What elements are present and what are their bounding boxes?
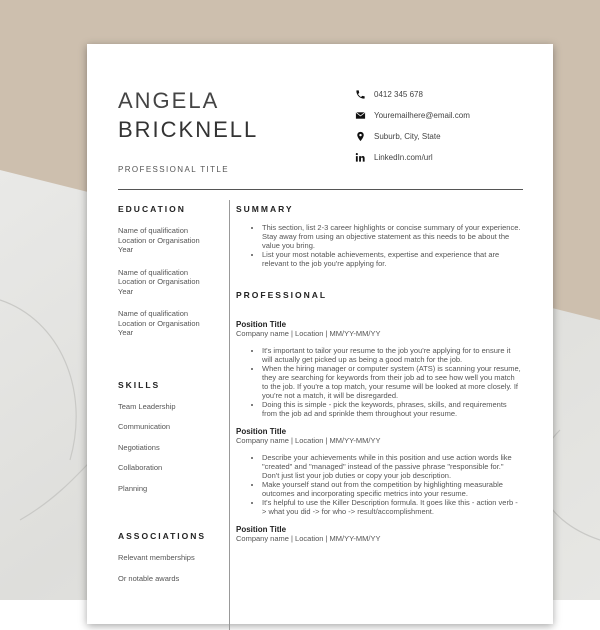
organisation: Location or Organisation: [118, 318, 200, 328]
location-pin-icon: [355, 131, 366, 142]
qualification: Name of qualification: [118, 309, 189, 318]
summary-heading: SUMMARY: [236, 204, 294, 214]
email-text: Youremailhere@email.com: [374, 111, 470, 120]
year: Year: [118, 286, 134, 296]
contact-linkedin: [355, 147, 470, 168]
summary-bullet: • List your most notable achievements, expertise and experience that are relevant to the job you're applying for.: [262, 250, 521, 268]
skill-item: Communication: [118, 422, 171, 431]
position-title: Position Title: [236, 427, 287, 436]
education-item: [118, 268, 223, 297]
position-entry: [236, 320, 521, 418]
contact-phone: [355, 84, 470, 105]
education-heading: EDUCATION: [118, 204, 186, 214]
position-title: Position Title: [236, 525, 287, 534]
summary-list: [236, 223, 521, 268]
position-bullet: • Doing this is simple - pick the keywords, phrases, skills, and requirements from the job ad and sprinkle them throughout your resume.: [262, 400, 521, 418]
year: Year: [118, 328, 134, 337]
qualification: Name of qualification: [118, 267, 189, 277]
linkedin-text: LinkedIn.com/url: [374, 153, 433, 162]
position-bullet: • Describe your achievements while in this position and use action words like "created" and "managed" instead of the passive phrase "responsible for." Don't just list your job duties or copy your job description.: [262, 453, 521, 480]
position-entry: [236, 525, 521, 543]
skill-item: Negotiations: [118, 442, 160, 452]
position-subtitle: Company name | Location | MM/YY-MM/YY: [236, 436, 381, 445]
organisation: Location or Organisation: [118, 235, 200, 245]
skill-item: Planning: [118, 483, 148, 493]
position-entry: [236, 427, 521, 516]
summary-bullet: • This section, list 2-3 career highlights or concise summary of your experience. Stay away from using an objective statement as this needs to be about the value you bring.: [262, 223, 521, 250]
professional-title: PROFESSIONAL TITLE: [118, 165, 230, 174]
education-item: [118, 226, 223, 255]
linkedin-icon: [355, 152, 366, 163]
position-bullet: • It's helpful to use the Killer Description formula. It goes like this - action verb -> what you did -> for who -> result/accomplishment.: [262, 498, 521, 516]
position-bullets: [236, 346, 521, 418]
contact-address: [355, 126, 470, 147]
organisation: Location or Organisation: [118, 277, 200, 286]
qualification: Name of qualification: [118, 226, 189, 235]
position-title: Position Title: [236, 320, 287, 329]
year: Year: [118, 245, 134, 254]
right-column: [236, 204, 521, 543]
skills-heading: SKILLS: [118, 379, 161, 390]
column-divider: [229, 200, 230, 630]
header-divider: [118, 189, 523, 190]
phone-icon: [355, 89, 366, 100]
address-text: Suburb, City, State: [374, 132, 441, 141]
position-bullets: [236, 453, 521, 516]
position-bullet: • It's important to tailor your resume to the job you're applying for to ensure it will actually get picked up as being a good match for the job.: [262, 346, 521, 364]
education-item: [118, 309, 223, 338]
mail-icon: [355, 110, 366, 121]
left-column: [118, 204, 223, 583]
association-item: Relevant memberships: [118, 553, 195, 562]
associations-heading: ASSOCIATIONS: [118, 531, 207, 541]
association-item: Or notable awards: [118, 573, 180, 583]
contact-email: [355, 105, 470, 126]
skill-item: Team Leadership: [118, 401, 176, 411]
last-name: BRICKNELL: [118, 117, 259, 142]
position-bullet: • Make yourself stand out from the competition by highlighting measurable outcomes and incorporating specific metrics into your resume.: [262, 480, 521, 498]
contact-block: [355, 84, 470, 168]
position-subtitle: Company name | Location | MM/YY-MM/YY: [236, 329, 381, 338]
professional-heading: PROFESSIONAL: [236, 290, 328, 300]
phone-text: 0412 345 678: [374, 90, 423, 99]
skill-item: Collaboration: [118, 463, 163, 472]
position-bullet: • When the hiring manager or computer system (ATS) is scanning your resume, they are searching for keywords from their job ad to see how well you match to the job. If you're a top match, your resume will be looked at more closely. If you're not a match, it will be disregarded.: [262, 364, 521, 400]
first-name: ANGELA: [118, 88, 220, 113]
resume-page: [87, 44, 553, 624]
position-subtitle: Company name | Location | MM/YY-MM/YY: [236, 534, 381, 543]
